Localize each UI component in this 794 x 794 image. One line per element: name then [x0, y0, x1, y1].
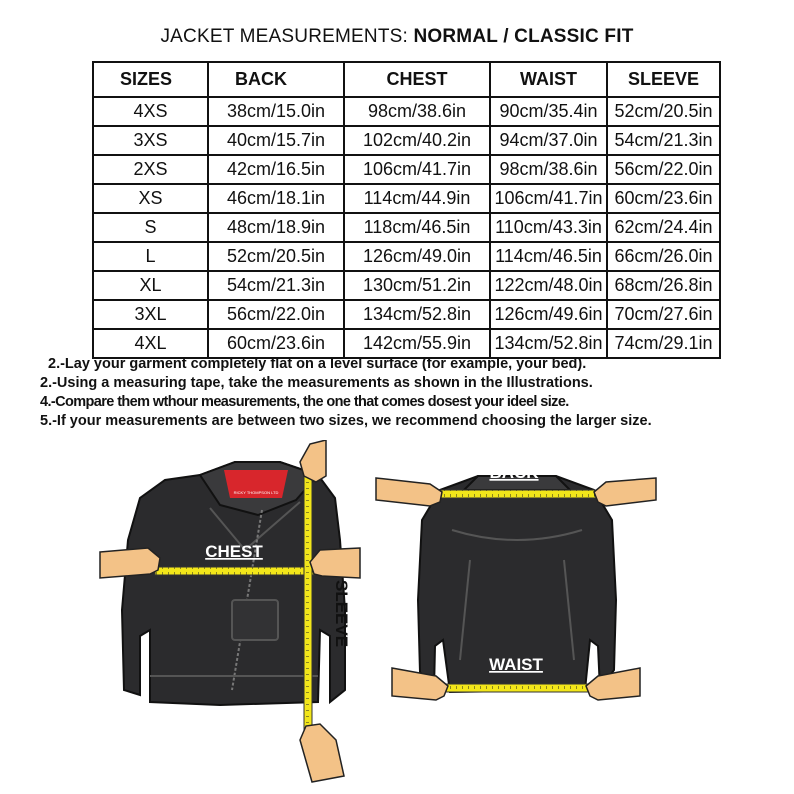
cell-chest: 134cm/52.8in — [344, 300, 490, 329]
hand-icon — [100, 548, 160, 578]
instruction-line: 5.-If your measurements are between two sizes, we recommend choosing the larger size. — [40, 413, 652, 429]
table-row — [93, 242, 720, 271]
header-sleeve: SLEEVE — [607, 62, 720, 97]
cell-chest: 114cm/44.9in — [344, 184, 490, 213]
cell-chest: 142cm/55.9in — [344, 329, 490, 358]
instruction-line: 4.-Compare them wthour measurements, the one that comes dosest your ideel size. — [40, 394, 569, 410]
chest-label: CHEST — [205, 542, 263, 561]
header-back: BACK — [208, 62, 344, 97]
cell-back: 52cm/20.5in — [208, 242, 344, 271]
title-prefix: JACKET MEASUREMENTS: — [160, 26, 408, 47]
cell-waist: 126cm/49.6in — [490, 300, 607, 329]
cell-sleeve: 60cm/23.6in — [607, 184, 720, 213]
instruction-line: 2.-Using a measuring tape, take the measurements as shown in the Illustrations. — [40, 375, 593, 391]
header-sizes: SIZES — [93, 62, 208, 97]
cell-size: 3XL — [93, 300, 208, 329]
cell-back: 54cm/21.3in — [208, 271, 344, 300]
cell-back: 42cm/16.5in — [208, 155, 344, 184]
back-tape — [436, 490, 598, 498]
cell-size: 4XS — [93, 97, 208, 126]
cell-back: 60cm/23.6in — [208, 329, 344, 358]
cell-sleeve: 52cm/20.5in — [607, 97, 720, 126]
front-jacket-pocket — [232, 600, 278, 640]
table-row — [93, 300, 720, 329]
instruction-line: 2.-Lay your garment completely flat on a level surface (for example, your bed). — [48, 356, 587, 372]
hand-icon — [310, 548, 360, 578]
hand-icon — [300, 724, 344, 782]
cell-sleeve: 56cm/22.0in — [607, 155, 720, 184]
cell-waist: 110cm/43.3in — [490, 213, 607, 242]
cell-back: 56cm/22.0in — [208, 300, 344, 329]
cell-size: XL — [93, 271, 208, 300]
cell-size: 4XL — [93, 329, 208, 358]
cell-back: 38cm/15.0in — [208, 97, 344, 126]
hand-icon — [300, 440, 326, 482]
cell-waist: 134cm/52.8in — [490, 329, 607, 358]
cell-back: 40cm/15.7in — [208, 126, 344, 155]
cell-back: 48cm/18.9in — [208, 213, 344, 242]
cell-size: 2XS — [93, 155, 208, 184]
sleeve-label: SLEEVE — [332, 580, 351, 648]
cell-sleeve: 74cm/29.1in — [607, 329, 720, 358]
measurement-illustration — [0, 440, 794, 794]
table-row — [93, 213, 720, 242]
size-chart-table — [92, 61, 721, 359]
table-row — [93, 271, 720, 300]
cell-chest: 126cm/49.0in — [344, 242, 490, 271]
hand-icon — [376, 478, 442, 506]
cell-back: 46cm/18.1in — [208, 184, 344, 213]
table-row — [93, 97, 720, 126]
page-title — [0, 26, 794, 48]
cell-size: S — [93, 213, 208, 242]
table-row — [93, 126, 720, 155]
cell-waist: 114cm/46.5in — [490, 242, 607, 271]
waist-label: WAIST — [489, 655, 543, 674]
chest-tape — [155, 567, 315, 575]
cell-chest: 106cm/41.7in — [344, 155, 490, 184]
cell-waist: 122cm/48.0in — [490, 271, 607, 300]
waist-tape — [440, 684, 592, 692]
cell-sleeve: 66cm/26.0in — [607, 242, 720, 271]
sleeve-tape — [304, 476, 312, 736]
cell-waist: 94cm/37.0in — [490, 126, 607, 155]
cell-chest: 102cm/40.2in — [344, 126, 490, 155]
hand-icon — [594, 478, 656, 506]
hand-icon — [586, 668, 640, 700]
cell-sleeve: 54cm/21.3in — [607, 126, 720, 155]
brand-tag: RICKY THOMPSON LTD — [233, 490, 279, 495]
header-waist: WAIST — [490, 62, 607, 97]
cell-sleeve: 68cm/26.8in — [607, 271, 720, 300]
header-chest: CHEST — [344, 62, 490, 97]
table-header-row — [93, 62, 720, 97]
cell-size: L — [93, 242, 208, 271]
cell-size: 3XS — [93, 126, 208, 155]
cell-size: XS — [93, 184, 208, 213]
cell-chest: 98cm/38.6in — [344, 97, 490, 126]
cell-chest: 118cm/46.5in — [344, 213, 490, 242]
cell-waist: 106cm/41.7in — [490, 184, 607, 213]
back-label: BACK — [489, 463, 539, 482]
cell-waist: 90cm/35.4in — [490, 97, 607, 126]
cell-waist: 98cm/38.6in — [490, 155, 607, 184]
measurement-instructions — [40, 355, 652, 431]
hand-icon — [392, 668, 448, 700]
table-row — [93, 155, 720, 184]
cell-sleeve: 62cm/24.4in — [607, 213, 720, 242]
title-fit: NORMAL / CLASSIC FIT — [413, 26, 634, 47]
cell-chest: 130cm/51.2in — [344, 271, 490, 300]
table-row — [93, 184, 720, 213]
table-row — [93, 329, 720, 358]
cell-sleeve: 70cm/27.6in — [607, 300, 720, 329]
